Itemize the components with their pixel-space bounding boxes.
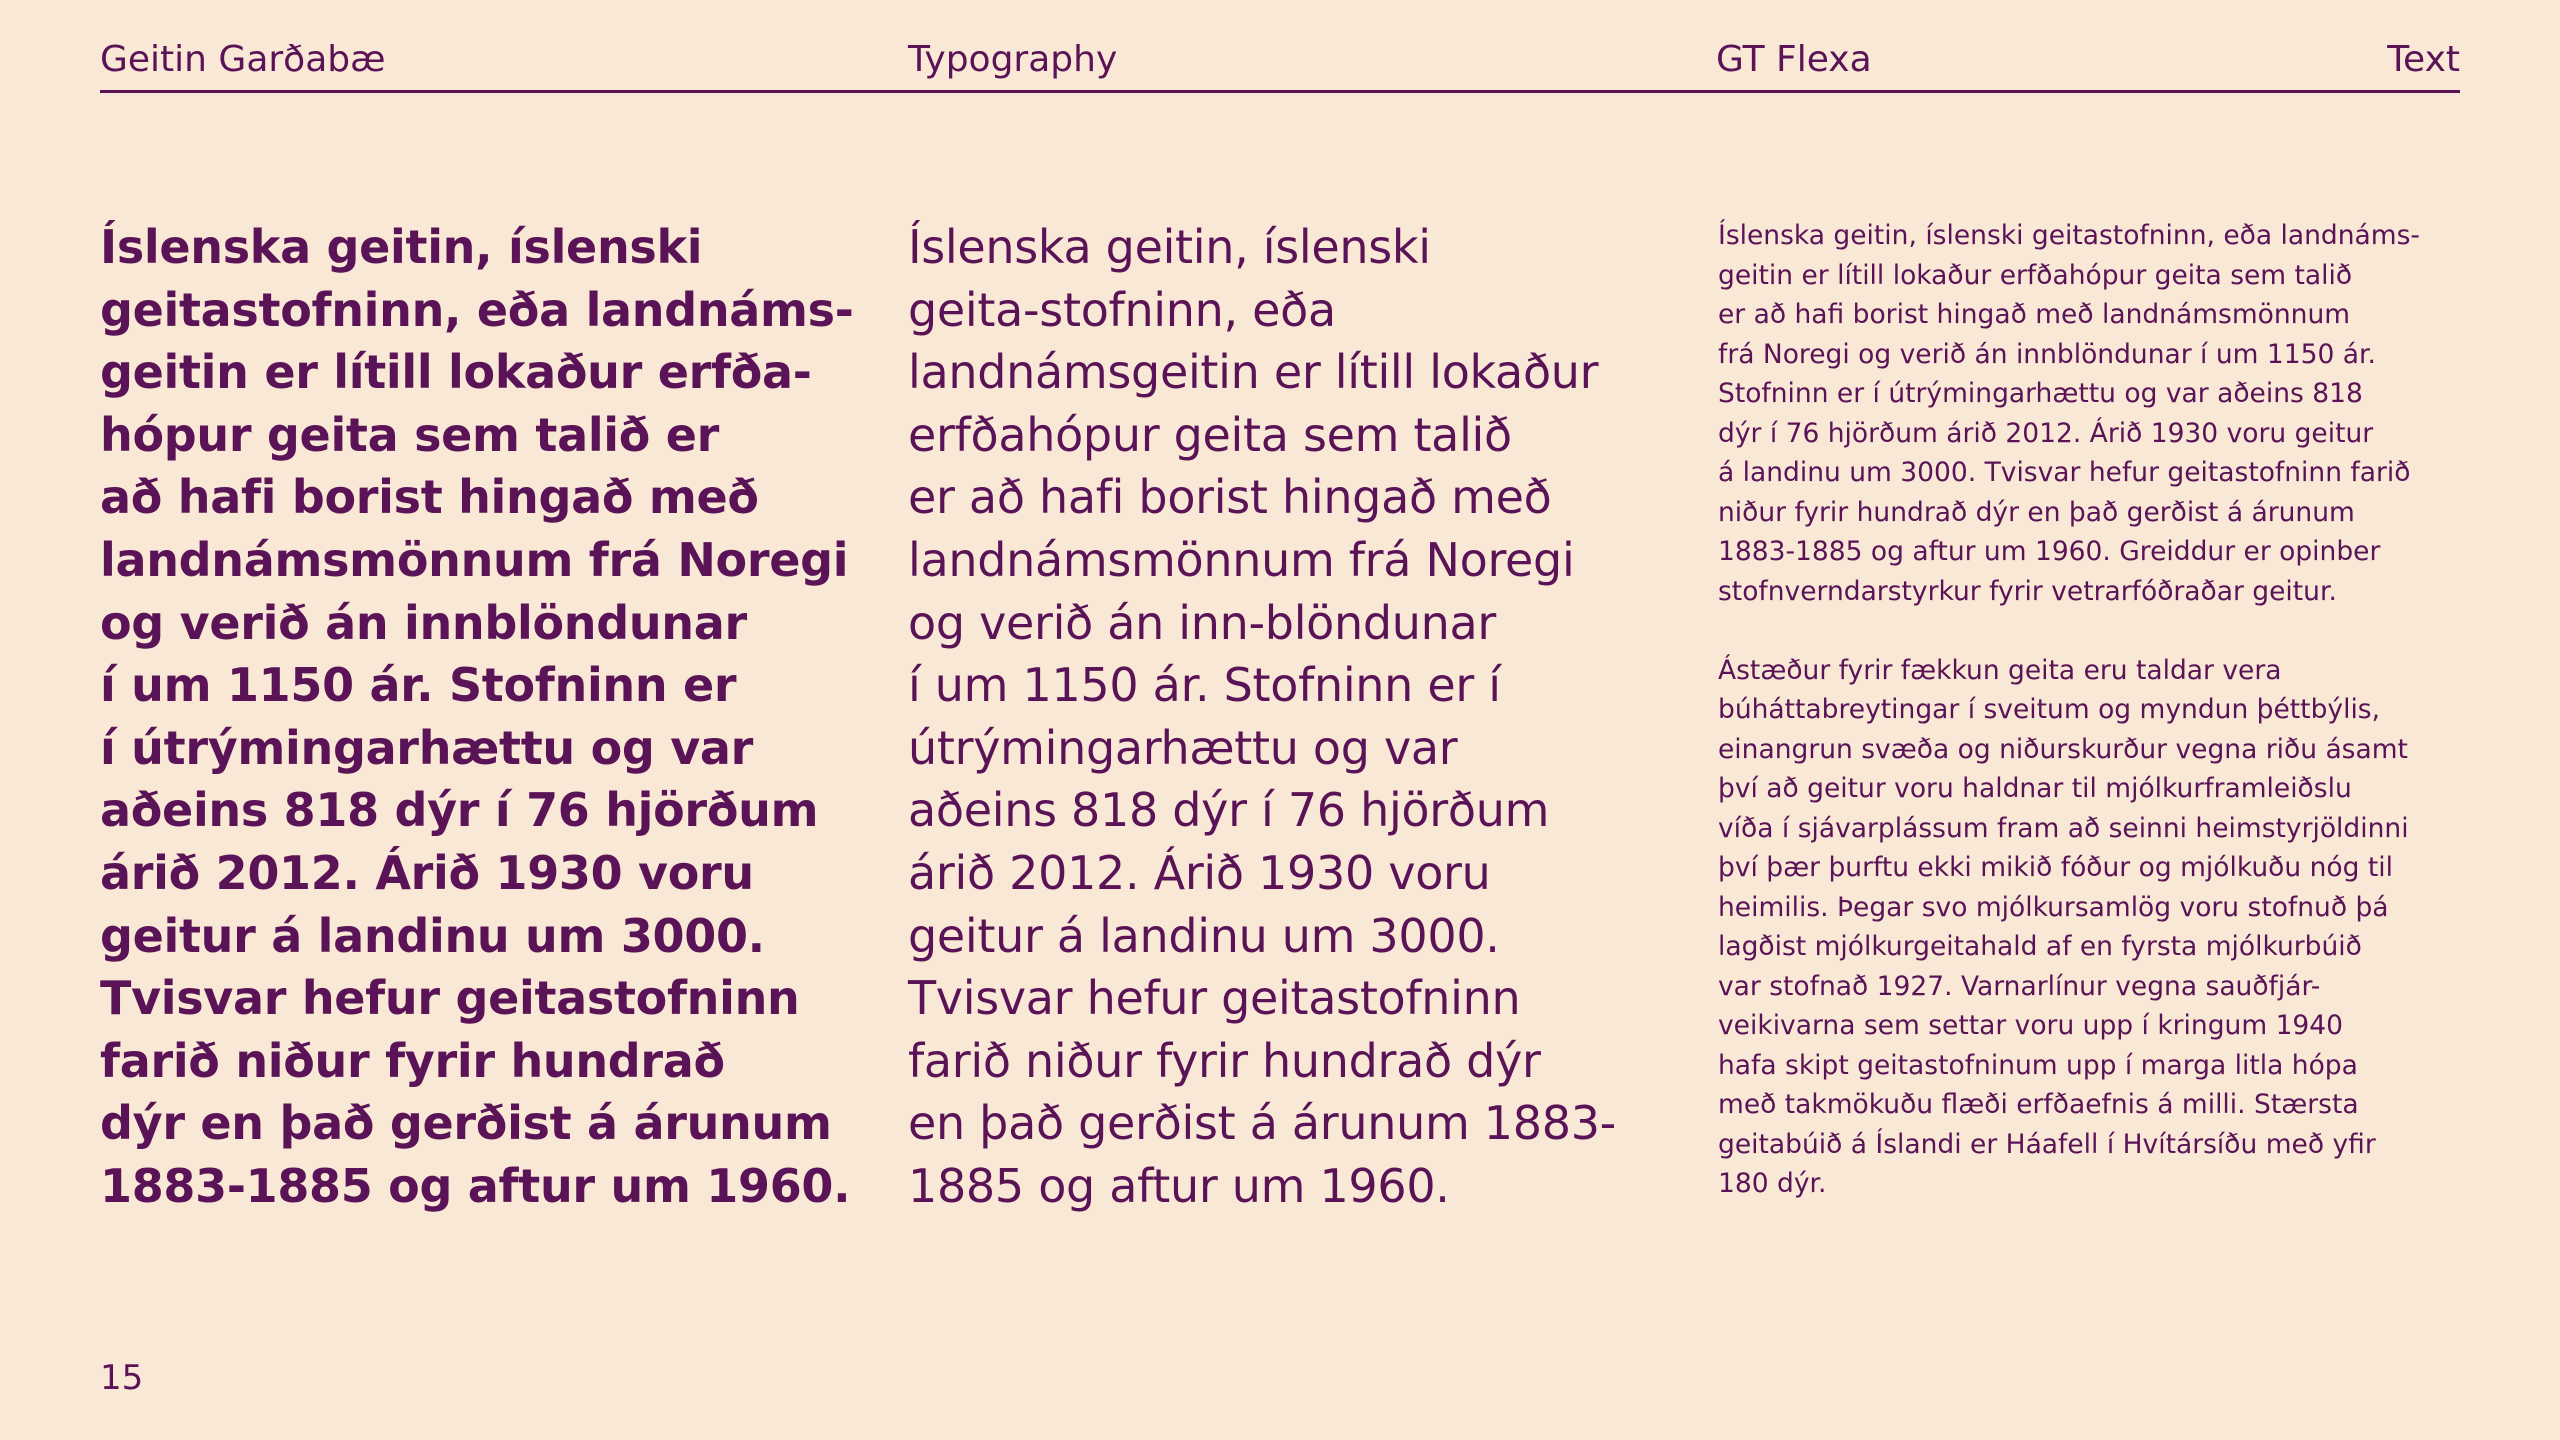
text-line: búháttabreytingar í sveitum og myndun þéttbýlis, <box>1718 694 2381 725</box>
text-line: geitabúið á Íslandi er Háafell í Hvítársíðu með yfir <box>1718 1128 2376 1160</box>
text-line: Tvisvar hefur geitastofninn <box>100 971 800 1026</box>
text-line: í útrýmingarhættu og var <box>100 720 754 775</box>
text-line: en það gerðist á árunum 1883- <box>908 1096 1616 1151</box>
text-line: farið niður fyrir hundrað dýr <box>908 1033 1541 1088</box>
bold-specimen-column <box>100 216 880 1218</box>
text-line: landnámsgeitin er lítill lokaður <box>908 345 1599 400</box>
text-line: niður fyrir hundrað dýr en það gerðist á árunum <box>1718 496 2355 528</box>
text-line: árið 2012. Árið 1930 voru <box>908 845 1491 900</box>
text-line: á landinu um 3000. Tvisvar hefur geitastofninn farið <box>1718 457 2411 488</box>
text-line: hópur geita sem talið er <box>100 407 720 462</box>
text-line: veikivarna sem settar voru upp í kringum 1940 <box>1718 1010 2344 1041</box>
text-line: farið niður fyrir hundrað <box>100 1033 725 1088</box>
text-line: geitin er lítill lokaður erfðahópur geita sem talið <box>1718 259 2353 291</box>
text-line: aðeins 818 dýr í 76 hjörðum <box>100 783 819 838</box>
text-line: geitur á landinu um 3000. <box>908 908 1500 963</box>
text-line: dýr í 76 hjörðum árið 2012. Árið 1930 voru geitur <box>1718 417 2374 449</box>
text-line: í um 1150 ár. Stofninn er í <box>908 658 1501 713</box>
text-line: var stofnað 1927. Varnarlínur vegna sauðfjár- <box>1718 970 2321 1002</box>
text-line: 1885 og aftur um 1960. <box>908 1158 1450 1213</box>
text-line: Stofninn er í útrýmingarhættu og var aðeins 818 <box>1718 378 2363 409</box>
text-line: landnámsmönnum frá Noregi <box>908 532 1575 587</box>
text-line: er að hafi borist hingað með landnámsmönnum <box>1718 299 2351 330</box>
paragraph-1 <box>1718 216 2458 611</box>
text-line: að hafi borist hingað með <box>100 470 759 525</box>
text-line: geitin er lítill lokaður erfða- <box>100 345 812 400</box>
text-line: með takmökuðu flæði erfðaefnis á milli. Stærsta <box>1718 1089 2359 1120</box>
text-line: og verið án inn-blöndunar <box>908 595 1496 650</box>
text-line: heimilis. Þegar svo mjólkursamlög voru stofnuð þá <box>1718 891 2389 923</box>
text-line: erfðahópur geita sem talið <box>908 407 1512 462</box>
text-line: landnámsmönnum frá Noregi <box>100 532 849 587</box>
text-line: geitastofninn, eða landnáms- <box>100 282 854 337</box>
text-line: geita-stofninn, eða <box>908 282 1336 337</box>
style-name: Text <box>2387 39 2460 80</box>
text-line: Ástæður fyrir fækkun geita eru taldar vera <box>1718 654 2282 686</box>
text-line: geitur á landinu um 3000. <box>100 908 765 963</box>
page-header <box>100 36 2460 93</box>
text-line: lagðist mjólkurgeitahald af en fyrsta mjólkurbúið <box>1718 931 2362 962</box>
paragraph-spacer <box>1718 611 2458 651</box>
text-line: útrýmingarhættu og var <box>908 720 1458 775</box>
text-line: einangrun svæða og niðurskurður vegna riðu ásamt <box>1718 733 2408 765</box>
brand-name: Geitin Garðabæ <box>100 39 386 80</box>
text-line: hafa skipt geitastofninum upp í marga litla hópa <box>1718 1049 2358 1081</box>
text-line: 1883-1885 og aftur um 1960. Greiddur er opinber <box>1718 536 2381 567</box>
section-title: Typography <box>908 39 1118 80</box>
text-line: Íslenska geitin, íslenski geitastofninn, eða landnáms- <box>1718 220 2420 251</box>
text-line: Íslenska geitin, íslenski <box>908 220 1431 274</box>
text-line: því þær þurftu ekki mikið fóður og mjólkuðu nóg til <box>1718 852 2393 883</box>
text-specimen-column <box>1718 216 2458 1204</box>
text-line: er að hafi borist hingað með <box>908 470 1552 525</box>
text-line: stofnverndarstyrkur fyrir vetrarfóðraðar geitur. <box>1718 575 2337 607</box>
text-line: víða í sjávarplássum fram að seinni heimstyrjöldinni <box>1718 812 2409 844</box>
page-number: 15 <box>100 1358 144 1398</box>
text-line: í um 1150 ár. Stofninn er <box>100 658 737 713</box>
text-line: frá Noregi og verið án innblöndunar í um 1150 ár. <box>1718 338 2376 370</box>
text-line: 180 dýr. <box>1718 1168 1827 1199</box>
text-line: 1883-1885 og aftur um 1960. <box>100 1158 851 1213</box>
regular-specimen-column <box>908 216 1688 1218</box>
text-line: aðeins 818 dýr í 76 hjörðum <box>908 783 1550 838</box>
text-line: Tvisvar hefur geitastofninn <box>908 971 1521 1026</box>
text-line: árið 2012. Árið 1930 voru <box>100 845 754 900</box>
text-line: því að geitur voru haldnar til mjólkurframleiðslu <box>1718 773 2352 804</box>
paragraph-2 <box>1718 651 2458 1204</box>
text-line: dýr en það gerðist á árunum <box>100 1096 832 1151</box>
text-line: og verið án innblöndunar <box>100 595 747 650</box>
typeface-name: GT Flexa <box>1716 39 1872 80</box>
text-line: Íslenska geitin, íslenski <box>100 220 703 274</box>
